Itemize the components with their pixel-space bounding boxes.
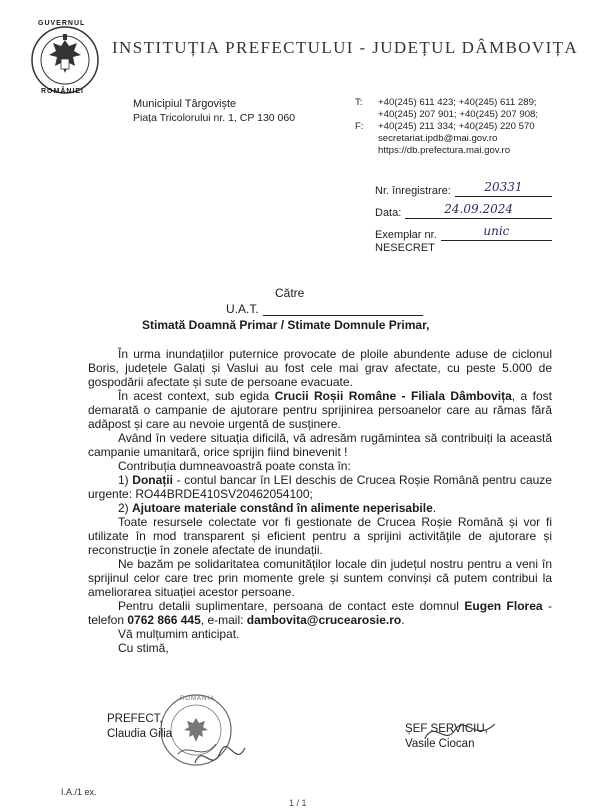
handwritten-signature-icon <box>420 718 500 748</box>
red-cross-name: Crucii Roșii Române - Filiala Dâmbovița <box>274 389 512 403</box>
contact-value: +40(245) 611 423; +40(245) 611 289; <box>378 97 537 108</box>
address-city: Municipiul Târgoviște <box>133 98 237 110</box>
registration-number-value: 20331 <box>455 180 552 197</box>
iban-value: RO44BRDE410SV20462054100 <box>135 487 310 501</box>
contact-row <box>355 145 538 157</box>
crest-bottom-text: ROMÂNIEI <box>41 88 84 95</box>
text: ; <box>309 487 313 501</box>
registration-date-row <box>375 197 552 219</box>
copy-number-label: Exemplar nr. <box>375 229 437 241</box>
paragraph: În urma inundațiilor puternice provocate de ploile abundente aduse de ciclonul Boris, județele Galați și Vaslui au fost cele mai grav afectate, cu peste 5.000 de gospodării afectate și sute de persoane evacuate. <box>88 347 552 389</box>
head-of-service-name: Vasile Ciocan <box>405 738 475 750</box>
address-street: Piața Tricolorului nr. 1, CP 130 060 <box>133 112 296 124</box>
text: , e-mail: <box>200 613 247 627</box>
contact-block <box>355 97 538 157</box>
text: - contul bancar în LEI deschis de Crucea Roșie Română pentru cauze urgente: <box>88 473 552 501</box>
text: 2) <box>118 501 133 515</box>
paragraph: Contribuția dumneavoastră poate consta în: <box>118 459 351 473</box>
stamp-text: ROMÂNIA <box>180 696 216 702</box>
text: - telefon <box>88 599 552 627</box>
contact-label: T: <box>355 97 363 108</box>
registration-number-label: Nr. înregistrare: <box>375 185 451 197</box>
letter-body <box>88 347 552 655</box>
contact-value: +40(245) 207 901; +40(245) 207 908; <box>378 109 539 120</box>
contact-row <box>355 121 538 133</box>
registration-date-value: 24.09.2024 <box>405 202 552 219</box>
registration-date-label: Data: <box>375 207 402 219</box>
recipient-uat <box>226 302 423 316</box>
contact-row <box>355 133 538 145</box>
prefect-title: PREFECT, <box>107 713 163 725</box>
paragraph: Cu stimă, <box>118 641 169 655</box>
contact-row <box>355 97 538 109</box>
contact-website-link[interactable]: https://db.prefectura.mai.gov.ro <box>378 145 511 156</box>
paragraph <box>88 389 552 431</box>
material-aid-label: Ajutoare materiale constând în alimente neperisabile <box>132 501 433 515</box>
contact-label: F: <box>355 121 364 132</box>
paragraph <box>88 599 552 627</box>
paragraph <box>88 501 552 515</box>
copy-number-row <box>375 219 552 241</box>
paragraph: Ne bazăm pe solidaritatea comunităților locale din județul nostru pentru a veni în sprijinul celor care trec prin momente grele și suntem convinși că putem contribui la ameliorarea situației acestor persoane. <box>88 557 552 599</box>
crest-top-text: GUVERNUL <box>38 20 86 27</box>
contact-phone[interactable]: 0762 866 445 <box>127 613 201 627</box>
text: 1) <box>118 473 133 487</box>
uat-blank-line <box>263 302 423 316</box>
contact-label <box>355 145 378 157</box>
text: Pentru detalii suplimentare, persoana de contact este domnul <box>118 599 465 613</box>
salutation: Stimată Doamnă Primar / Stimate Domnule Primar, <box>142 318 430 332</box>
registration-number-row <box>375 175 552 197</box>
contact-email[interactable]: secretariat.ipdb@mai.gov.ro <box>378 133 498 144</box>
paragraph: Vă mulțumim anticipat. <box>118 627 240 641</box>
head-of-service-title: ȘEF SERVICIU, <box>405 723 488 735</box>
footer-reference: I.A./1 ex. <box>61 787 97 797</box>
paragraph: Toate resursele colectate vor fi gestionate de Crucea Roșie Română și vor fi utilizate în mod transparent și eficient pentru a sprijini activitățile de ajutorare și reconstrucție în zonele afectate de inundații. <box>88 515 552 557</box>
handwritten-signature-icon <box>190 738 250 778</box>
paragraph: Având în vedere situația dificilă, vă adresăm rugămintea să contribuiți la această campanie umanitară, orice sprijin fiind binevenit ! <box>88 431 552 459</box>
prefect-name: Claudia Gilia <box>107 728 173 740</box>
contact-label <box>355 133 378 145</box>
contact-value: +40(245) 211 334; +40(245) 220 570 <box>378 121 535 132</box>
classification-label: NESECRET <box>375 242 435 254</box>
text: În acest context, sub egida <box>118 389 275 403</box>
copy-number-value: unic <box>441 224 552 241</box>
contact-person-name: Eugen Florea <box>464 599 543 613</box>
address-block <box>133 97 295 125</box>
contact-row <box>355 109 538 121</box>
signature-left <box>107 712 172 742</box>
contact-email-link[interactable]: dambovita@crucearosie.ro <box>246 613 402 627</box>
page-number: 1 / 1 <box>289 798 307 808</box>
paragraph <box>88 473 552 501</box>
text: . <box>401 613 405 627</box>
text: , a fost demarată o campanie de ajutorare pentru sprijinirea persoanelor care au rămas fără adăpost și care au nevoie urgentă de susținere. <box>88 389 552 431</box>
institution-title: INSTITUȚIA PREFECTULUI - JUDEȚUL DÂMBOVIȚA <box>112 38 579 57</box>
donations-label: Donații <box>132 473 173 487</box>
text: . <box>432 501 437 515</box>
contact-label <box>355 109 378 121</box>
registration-block <box>375 175 552 241</box>
uat-label: U.A.T. <box>226 302 259 316</box>
recipient-to: Către <box>275 286 305 300</box>
